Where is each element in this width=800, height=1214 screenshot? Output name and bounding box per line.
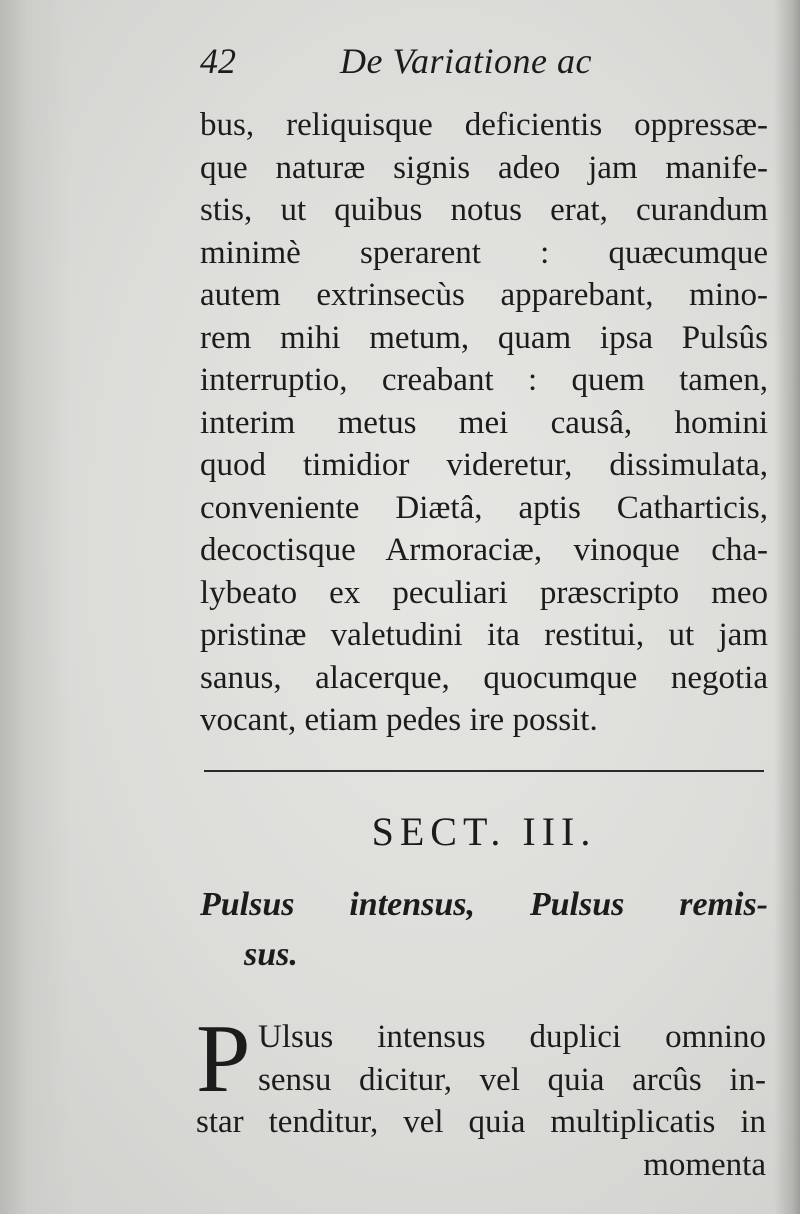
page-header xyxy=(200,40,766,90)
text-line: bus, reliquisque deficientis oppressæ- xyxy=(200,107,768,143)
text-line: Ulsus intensus duplici omnino xyxy=(258,1019,766,1055)
section-paragraph xyxy=(196,1005,766,1186)
section-divider xyxy=(204,770,764,772)
text-line: pristinæ valetudini ita restitui, ut jam xyxy=(200,617,768,653)
catchword: momenta xyxy=(643,1146,766,1183)
text-line: conveniente Diætâ, aptis Catharticis, xyxy=(200,489,768,526)
text-line: decoctisque Armoraciæ, vinoque cha- xyxy=(200,532,768,568)
text-line: sanus, alacerque, quocumque negotia xyxy=(200,659,768,696)
text-line: star tenditur, vel quia multiplicatis in xyxy=(196,1104,766,1140)
text-line: minimè sperarent : quæcumque xyxy=(200,234,768,271)
section-title-line: Pulsus intensus, Pulsus remis- xyxy=(200,886,768,923)
text-line: que naturæ signis adeo jam manife- xyxy=(200,149,768,186)
text-line: interruptio, creabant : quem tamen, xyxy=(200,362,768,398)
text-line: autem extrinsecùs apparebant, mino- xyxy=(200,277,768,313)
text-line: sensu dicitur, vel quia arcûs in- xyxy=(258,1061,766,1098)
text-line: stis, ut quibus notus erat, curandum xyxy=(200,192,768,228)
gutter-shadow xyxy=(0,0,70,1214)
text-line: lybeato ex peculiari præscripto meo xyxy=(200,574,768,611)
text-line: quod timidior videretur, dissimulata, xyxy=(200,447,768,483)
section-heading: SECT. III. xyxy=(371,809,597,854)
body-paragraph xyxy=(200,104,768,742)
drop-cap: P xyxy=(196,1005,251,1113)
page-number: 42 xyxy=(200,41,236,81)
page-edge-shadow xyxy=(774,0,800,1214)
text-line: interim metus mei causâ, homini xyxy=(200,404,768,441)
text-line: rem mihi metum, quam ipsa Pulsûs xyxy=(200,319,768,356)
section-title xyxy=(200,880,768,980)
running-title: De Variatione ac xyxy=(340,41,592,81)
text-line: vocant, etiam pedes ire possit. xyxy=(200,702,598,738)
section-title-line: sus. xyxy=(244,936,298,973)
